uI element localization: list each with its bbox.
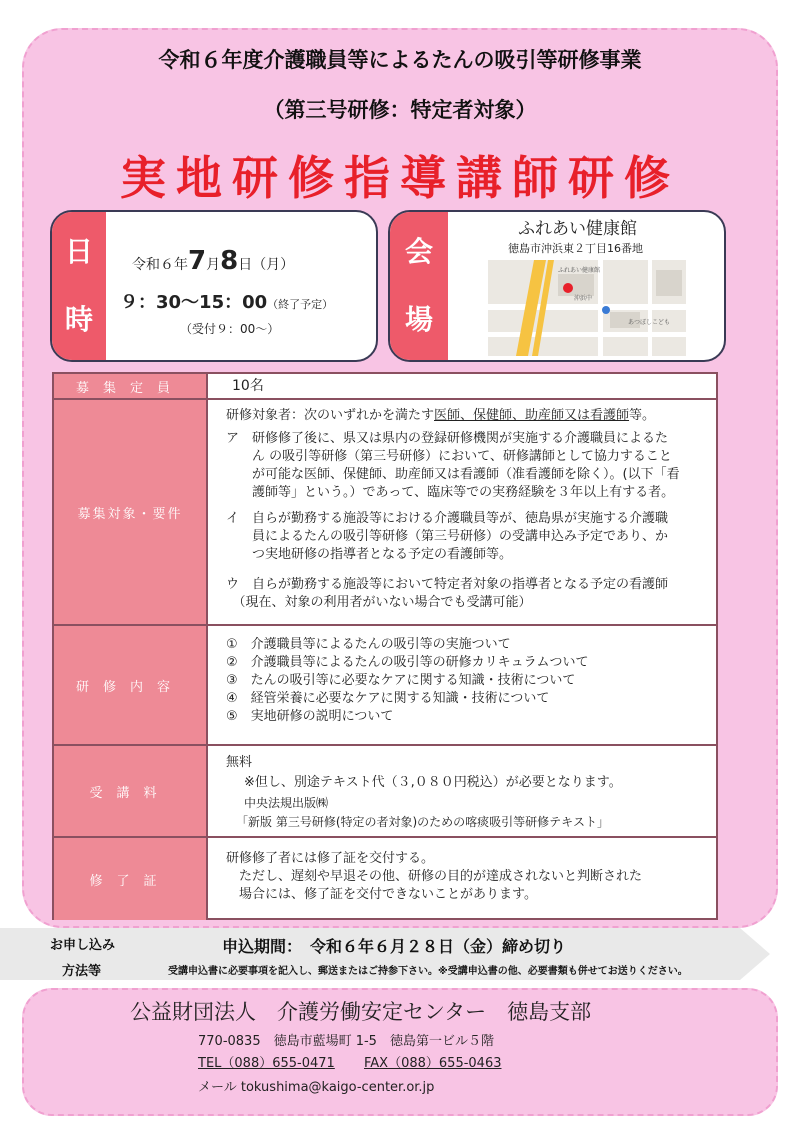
label-capacity: 募集定員 xyxy=(54,374,206,400)
content-item: ③ たんの吸引等に必要なケアに関する知識・技術について xyxy=(226,673,576,688)
date-month-unit: 月 xyxy=(206,257,221,273)
time-line xyxy=(120,288,333,314)
reception-time: （受付９：00～） xyxy=(180,322,280,336)
date-side-char1: 日 xyxy=(64,235,93,268)
venue-side-char1: 会 xyxy=(404,235,433,268)
date-side-char2: 時 xyxy=(64,303,93,336)
application-note: 受講申込書に必要事項を記入し、郵送またはご持参下さい。※受講申込書の他、必要書類も併せてお送りください。 xyxy=(168,966,688,977)
content-list xyxy=(226,636,589,726)
item-a-line: ん の吸引等研修（第三号研修）において、研修講師として協力すること xyxy=(226,449,672,464)
info-table xyxy=(52,372,718,920)
content-item: ① 介護職員等によるたんの吸引等の実施ついて xyxy=(226,637,511,652)
item-u-line: （現在、対象の利用者がいない場合でも受講可能） xyxy=(226,595,532,610)
header-line2: （第三号研修：特定者対象） xyxy=(263,98,537,122)
date-month: 7 xyxy=(188,246,207,276)
label-eligibility: 募集対象・要件 xyxy=(54,400,206,626)
content-item: ② 介護職員等によるたんの吸引等の研修カリキュラムついて xyxy=(226,655,589,670)
eligibility-item-a xyxy=(226,430,680,502)
map-label2: 沖浜中 xyxy=(574,295,593,302)
venue-name: ふれあい健康館 xyxy=(518,219,637,239)
eligibility-intro-suffix: 等。 xyxy=(629,408,656,423)
map-graphic xyxy=(488,260,686,356)
item-i-line: つ実地研修の指導者となる予定の看護師等。 xyxy=(226,547,513,562)
fee-publisher: 中央法規出版㈱ xyxy=(244,796,329,810)
map-label1: ふれあい健康館 xyxy=(558,267,601,274)
date-side-band xyxy=(52,212,106,360)
item-u-line: ウ 自らが勤務する施設等において特定者対象の指導者となる予定の看護師 xyxy=(226,577,669,592)
fee-free: 無料 xyxy=(226,755,253,770)
footer-fax: FAX（088）655-0463 xyxy=(364,1056,502,1071)
footer-mail[interactable]: メール tokushima@kaigo-center.or.jp xyxy=(198,1080,435,1095)
eligibility-intro-prefix: 研修対象者：次のいずれかを満たす xyxy=(226,408,435,423)
date-weekday: （月） xyxy=(252,257,295,273)
label-fee: 受講料 xyxy=(54,746,206,838)
date-day-unit: 日 xyxy=(238,257,253,273)
footer-address: 770-0835 徳島市藍場町 1-5 徳島第一ビル５階 xyxy=(198,1034,494,1049)
date-era: 令和６年 xyxy=(132,257,188,273)
venue-side-char2: 場 xyxy=(404,303,433,336)
venue-map[interactable] xyxy=(488,260,686,356)
certificate-line: 場合には、修了証を交付できないことがあります。 xyxy=(226,887,537,902)
application-period: 申込期間： 令和６年６月２８日（金）締め切り xyxy=(222,937,567,956)
date-box xyxy=(50,210,378,362)
item-i-line: 員によるたんの吸引等研修（第三号研修）の受講申込み予定であり、か xyxy=(226,529,669,544)
date-day: 8 xyxy=(220,246,239,276)
eligibility-intro xyxy=(226,407,655,425)
certificate-line: ただし、遅刻や早退その他、研修の目的が達成されないと判断された xyxy=(226,869,643,884)
capacity-value: 10名 xyxy=(232,378,264,394)
map-label3: あつぼしこども xyxy=(628,319,671,326)
time-note: （終了予定） xyxy=(267,298,334,311)
eligibility-item-i xyxy=(226,510,668,564)
item-a-line: が可能な医師、保健師、助産師又は看護師（准看護師を除く）。(以下「看 xyxy=(226,467,680,482)
map-pin xyxy=(563,283,573,293)
row-sep xyxy=(208,398,718,400)
label-content: 研修内容 xyxy=(54,626,206,746)
venue-box xyxy=(388,210,726,362)
item-a-line: 護師等」という。）であって、臨床等での実務経験を３年以上有する者。 xyxy=(226,485,675,500)
certificate-text xyxy=(226,850,642,904)
application-label2: 方法等 xyxy=(62,964,102,979)
venue-side-band xyxy=(390,212,448,360)
footer-org: 公益財団法人 介護労働安定センター 徳島支部 xyxy=(130,1000,592,1024)
item-i-line: イ 自らが勤務する施設等における介護職員等が、徳島県が実施する介護職 xyxy=(226,511,669,526)
item-a-line: ア 研修修了後に、県又は県内の登録研修機関が実施する介護職員によるた xyxy=(226,431,669,446)
row-sep xyxy=(208,744,718,746)
venue-address: 徳島市沖浜東２丁目16番地 xyxy=(508,242,643,255)
row-sep xyxy=(208,836,718,838)
page-title: 実地研修指導講師研修 xyxy=(120,151,680,205)
footer-tel[interactable]: TEL（088）655-0471 xyxy=(198,1056,335,1071)
content-item: ④ 経管栄養に必要なケアに関する知識・技術について xyxy=(226,691,550,706)
label-certificate: 修了証 xyxy=(54,838,206,920)
fee-note: ※但し、別途テキスト代（３,０８０円税込）が必要となります。 xyxy=(244,775,622,790)
eligibility-intro-underlined: 医師、保健師、助産師又は看護師 xyxy=(434,408,630,423)
eligibility-item-u xyxy=(226,576,668,612)
certificate-line: 研修修了者には修了証を交付する。 xyxy=(226,851,435,866)
date-line xyxy=(132,246,294,276)
header-line1: 令和６年度介護職員等によるたんの吸引等研修事業 xyxy=(158,48,642,72)
time-range: ９：30～15：00 xyxy=(120,292,268,313)
fee-textbook: 「新版 第三号研修(特定の者対象)のための喀痰吸引等研修テキスト」 xyxy=(236,815,609,829)
row-sep xyxy=(208,624,718,626)
content-item: ⑤ 実地研修の説明について xyxy=(226,709,394,724)
application-label1: お申し込み xyxy=(50,938,116,953)
